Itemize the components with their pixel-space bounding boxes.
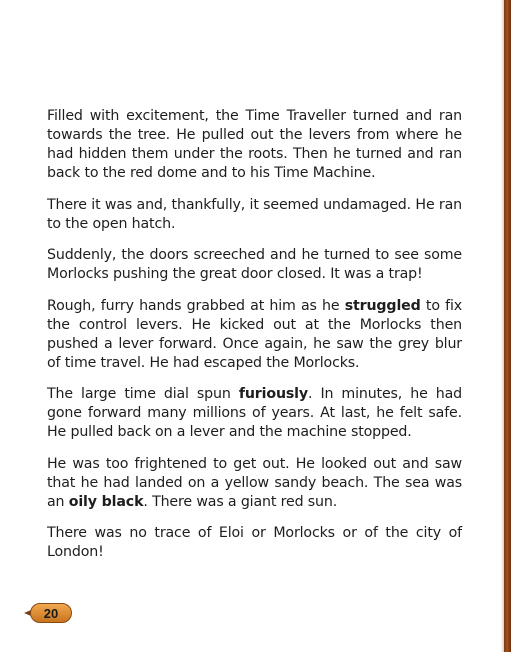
text-segment: He was too frightened to get out. He looked out and saw that he had landed on a yellow sandy beach. The sea was an: [47, 455, 462, 510]
text-segment: to fix the control levers. He kicked out at the Morlocks then pushed a lever forward. Once again, he saw the grey blur of time travel. He had escaped the Morlocks.: [47, 297, 462, 371]
text-segment: . In minutes, he had gone forward many millions of years. At last, he felt safe. He pulled back on a lever and the machine stopped.: [47, 386, 462, 440]
paragraph: [47, 196, 462, 234]
paragraph: [47, 297, 462, 373]
text-segment: There it was and, thankfully, it seemed undamaged. He ran to the open hatch.: [47, 196, 462, 232]
page-edge-strip: [504, 0, 511, 652]
paragraph: [47, 246, 462, 284]
paragraph: [47, 107, 462, 183]
text-segment: . There was a giant red sun.: [143, 493, 338, 510]
text-segment: Suddenly, the doors screeched and he turned to see some Morlocks pushing the great door closed. It was a trap!: [47, 247, 462, 282]
vocabulary-word: struggled: [344, 297, 421, 314]
text-segment: Filled with excitement, the Time Traveller turned and ran towards the tree. He pulled out the levers from where he had hidden them under the roots. Then he turned and ran back to the red dome and to his Time Machine.: [47, 108, 462, 181]
paragraph: [47, 385, 462, 442]
text-segment: Rough, furry hands grabbed at him as he: [47, 297, 345, 314]
text-segment: The large time dial spun: [47, 386, 239, 402]
text-segment: There was no trace of Eloi or Morlocks or of the city of London!: [47, 525, 462, 560]
vocabulary-word: oily black: [68, 493, 144, 510]
page-number-badge: [30, 603, 72, 623]
paragraph: [47, 524, 462, 562]
vocabulary-word: furiously: [238, 386, 308, 402]
paragraph: [47, 455, 462, 512]
story-text: [47, 107, 462, 575]
page-number: 20: [43, 606, 59, 621]
